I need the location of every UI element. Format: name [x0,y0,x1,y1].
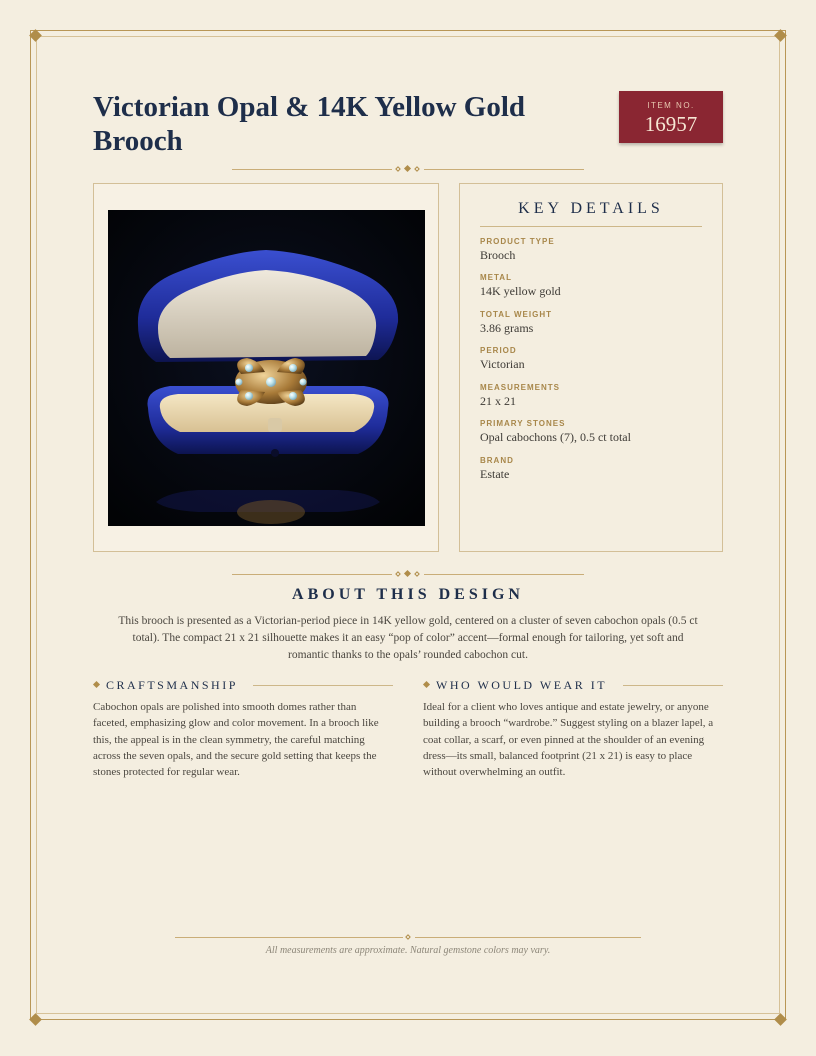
who-would-wear-title: WHO WOULD WEAR IT [436,678,608,692]
detail-value: Estate [480,467,510,481]
craftsmanship-heading [93,678,393,692]
detail-label: PRODUCT TYPE [480,237,555,246]
detail-brand [480,456,514,482]
who-would-wear-heading [423,678,723,692]
about-divider [232,569,584,579]
detail-label: TOTAL WEIGHT [480,310,552,319]
heading-rule [253,685,393,686]
footer-note: All measurements are approximate. Natural gemstone colors may vary. [265,945,551,956]
detail-value: Opal cabochons (7), 0.5 ct total [480,430,631,444]
detail-product-type [480,237,555,263]
detail-measurements [480,383,560,409]
detail-total-weight [480,310,552,336]
product-title: Victorian Opal & 14K Yellow Gold Brooch [93,91,526,157]
diamond-icon [423,681,430,688]
detail-primary-stones [480,419,631,445]
item-number-badge [619,91,723,143]
brooch-photo [108,210,425,526]
detail-value: Brooch [480,248,516,262]
detail-label: PRIMARY STONES [480,419,566,428]
photo-panel [93,183,439,552]
detail-label: BRAND [480,456,514,465]
footer-divider [175,932,641,942]
detail-label: PERIOD [480,346,517,355]
key-details-heading: KEY DETAILS [518,200,664,217]
detail-label: MEASUREMENTS [480,383,561,392]
craftsmanship-body: Cabochon opals are polished into smooth domes rather than faceted, emphasizing glow and color movement. In a brooch like this, the appeal is in the clean symmetry, the careful matching across the seven opals, and the secure gold setting that keeps the stones protected for regular wear. [93,701,379,779]
item-number-label: ITEM NO. [647,101,695,110]
craftsmanship-title: CRAFTSMANSHIP [106,678,238,692]
detail-label: METAL [480,273,512,282]
detail-value: 14K yellow gold [480,284,561,298]
heading-rule [623,685,723,686]
detail-value: Victorian [480,357,525,371]
diamond-icon [93,681,100,688]
key-details-rule [480,226,702,227]
who-would-wear-body: Ideal for a client who loves antique and estate jewelry, or anyone building a brooch “wardrobe.” Suggest styling on a blazer lapel, a coat collar, a scarf, or even pinned at the shoulder of an evening dress—its small, balanced footprint (21 x 21) is easy to place without overwhelming an outfit. [423,701,714,779]
detail-period [480,346,525,372]
detail-value: 3.86 grams [480,321,534,335]
opal-brooch-in-blue-velvet-box-photo [108,210,425,526]
about-body: This brooch is presented as a Victorian-period piece in 14K yellow gold, centered on a cluster of seven cabochon opals (0.5 ct total). The compact 21 x 21 silhouette makes it an easy “pop of color” accent—formal enough for tailoring, yet soft and romantic thanks to the opals’ rounded cabochon cut. [118,615,698,661]
detail-metal [480,273,561,299]
key-details-panel [459,183,723,552]
about-heading: ABOUT THIS DESIGN [292,586,524,603]
detail-value: 21 x 21 [480,394,516,408]
item-number-value: 16957 [644,112,698,136]
header-divider [232,164,584,174]
